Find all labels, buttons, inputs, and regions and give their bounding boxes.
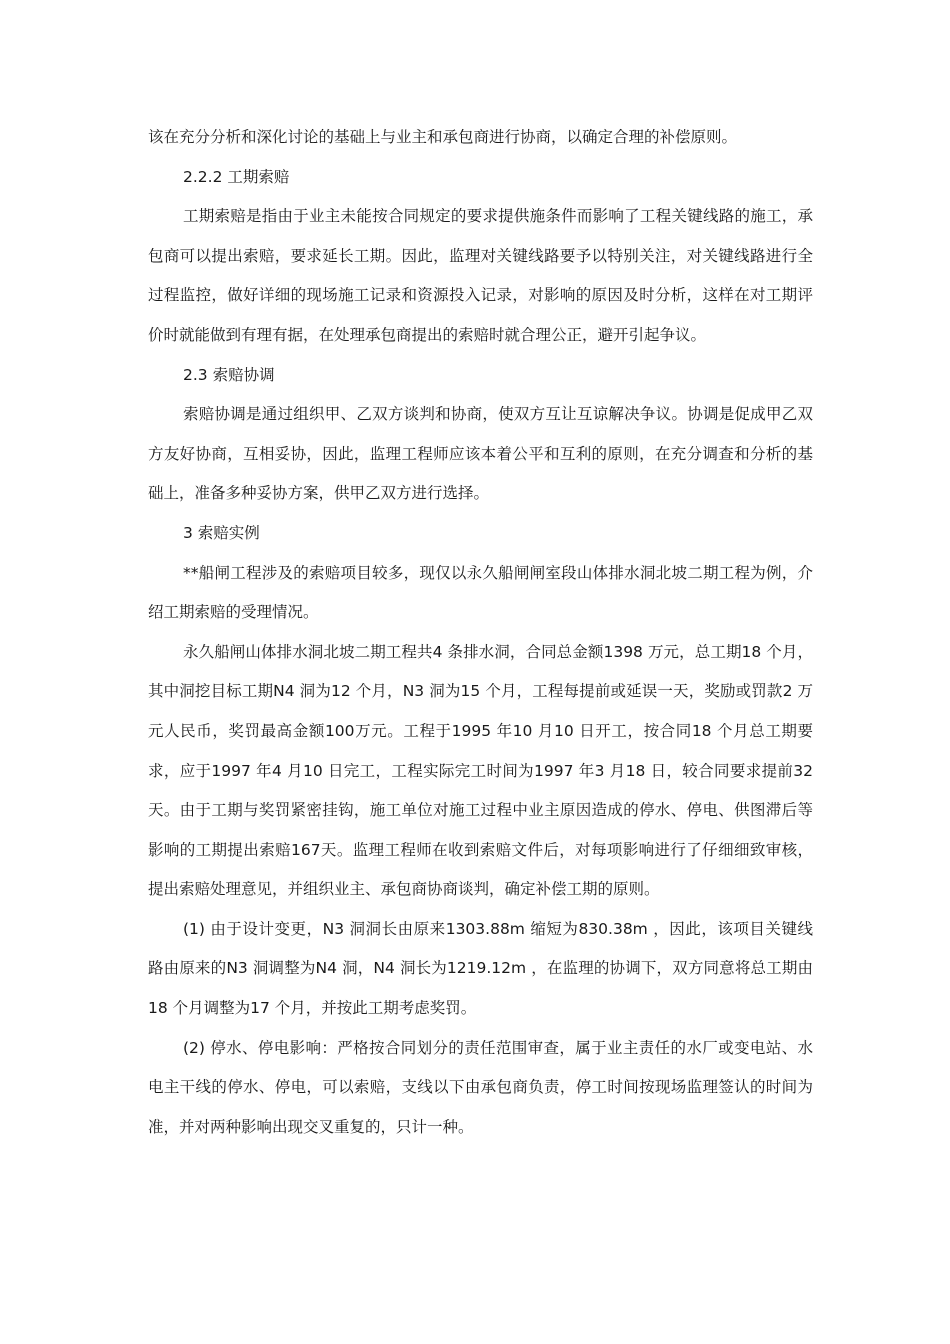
body-paragraph-schedule-claim: 工期索赔是指由于业主未能按合同规定的要求提供施条件而影响了工程关键线路的施工，承包商可以提出索赔，要求延长工期。因此，监理对关键线路要予以特别关注，对关键线路进行全过程监控，做好详细的现场施工记录和资源投入记录，对影响的原因及时分析，这样在对工期评价时就能做到有理有据，在处理承包商提出的索赔时就合理公正，避开引起争议。 <box>148 207 813 344</box>
section-heading-2-3: 2.3 索赔协调 <box>183 365 275 384</box>
list-item-2: (2) 停水、停电影响：严格按合同划分的责任范围审查，属于业主责任的水厂或变电站、水电主干线的停水、停电，可以索赔，支线以下由承包商负责，停工时间按现场监理签认的时间为准，并对两种影响出现交叉重复的，只计一种。 <box>148 1038 813 1136</box>
body-paragraph-example-details: 永久船闸山体排水洞北坡二期工程共4 条排水洞，合同总金额1398 万元，总工期18 个月，其中洞挖目标工期N4 洞为12 个月，N3 洞为15 个月，工程每提前或延误一天，奖励或罚款2 万元人民币，奖罚最高金额100万元。工程于1995 年10 月10 日开工，按合同18 个月总工期要求，应于1997 年4 月10 日完工，工程实际完工时间为1997 年3 月18 日，较合同要求提前32 天。由于工期与奖罚紧密挂钩，施工单位对施工过程中业主原因造成的停水、停电、供图滞后等影响的工期提出索赔167天。监理工程师在收到索赔文件后，对每项影响进行了仔细细致审核，提出索赔处理意见，并组织业主、承包商协商谈判，确定补偿工期的原则。 <box>148 642 813 899</box>
body-paragraph-continued: 该在充分分析和深化讨论的基础上与业主和承包商进行协商，以确定合理的补偿原则。 <box>148 128 738 146</box>
section-heading-3: 3 索赔实例 <box>183 523 260 542</box>
body-paragraph-claim-coordination: 索赔协调是通过组织甲、乙双方谈判和协商，使双方互让互谅解决争议。协调是促成甲乙双方友好协商，互相妥协，因此，监理工程师应该本着公平和互利的原则，在充分调查和分析的基础上，准备多种妥协方案，供甲乙双方进行选择。 <box>148 405 813 503</box>
section-heading-2-2-2: 2.2.2 工期索赔 <box>183 167 290 186</box>
list-item-1: (1) 由于设计变更，N3 洞洞长由原来1303.88m 缩短为830.38m ，因此，该项目关键线路由原来的N3 洞调整为N4 洞，N4 洞长为1219.12m ，在监理的协调下，双方同意将总工期由18 个月调整为17 个月，并按此工期考虑奖罚。 <box>148 919 813 1018</box>
body-paragraph-example-intro: **船闸工程涉及的索赔项目较多，现仅以永久船闸闸室段山体排水洞北坡二期工程为例，介绍工期索赔的受理情况。 <box>148 563 813 622</box>
document-body <box>148 118 813 1147</box>
